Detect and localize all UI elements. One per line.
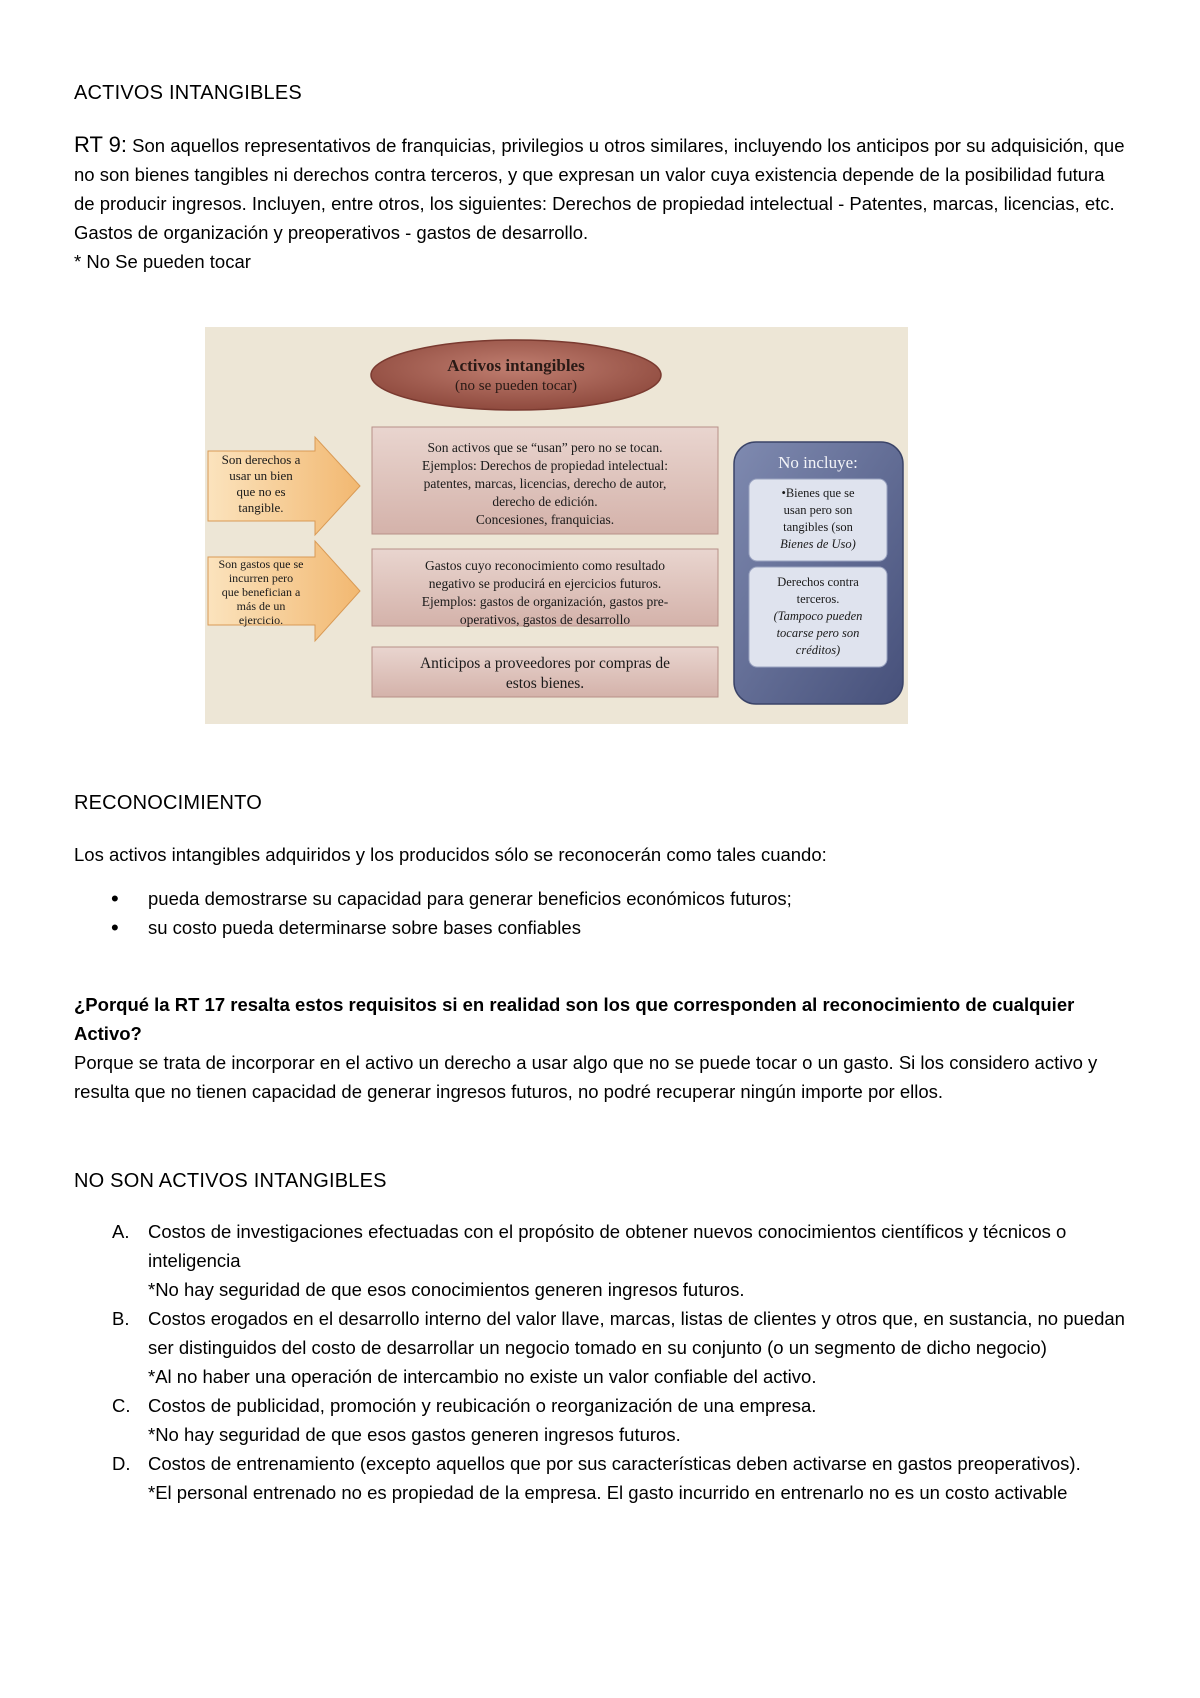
list-item-note: *No hay seguridad de que esos gastos generen ingresos futuros. [148,1424,681,1445]
section-title-reconocimiento: RECONOCIMIENTO [74,792,262,814]
no-incluye-derechos-line-5: créditos) [795,643,841,657]
list-item-text: Costos de entrenamiento (excepto aquellos que por sus características deben activarse en gastos preoperativos). [148,1453,1081,1474]
list-item-text: Costos de investigaciones efectuadas con el propósito de obtener nuevos conocimientos científicos y técnicos o inteligencia [148,1221,1067,1271]
rt9-definition [74,130,1130,276]
list-item-note: *Al no haber una operación de intercambio no existe un valor confiable del activo. [148,1366,817,1387]
list-item [74,1391,1134,1449]
list-item-letter: C. [112,1395,131,1416]
no-incluye-derechos-line-1: Derechos contra [777,575,859,589]
no-incluye-derechos-line-3: (Tampoco pueden [773,609,863,623]
section-title-activos-intangibles: ACTIVOS INTANGIBLES [74,82,302,104]
list-item-letter: A. [112,1221,130,1242]
no-incluye-title: No incluye: [778,453,858,472]
arrow-gastos-line-3: que benefician a [221,585,301,599]
arrow-derechos-line-1: Son derechos a [221,452,301,467]
no-incluye-bienes-line-3: tangibles (son [783,520,853,534]
box-gastos-line-2: negativo se producirá en ejercicios futuros. [428,576,662,591]
rt9-label: RT 9: [74,132,127,157]
rt17-answer: Porque se trata de incorporar en el activo un derecho a usar algo que no se puede tocar o un gasto. Si los considero activo y resulta que no tienen capacidad de generar ingresos futuros, no podré recuperar ningún importe por ellos. [74,1052,1098,1102]
box-activos-usados-line-1: Son activos que se “usan” pero no se tocan. [427,440,663,455]
oval-title: Activos intangibles [447,356,585,375]
rt17-question: ¿Porqué la RT 17 resalta estos requisitos si en realidad son los que corresponden al reconocimiento de cualquier Activo? [74,994,1075,1044]
no-incluye-bienes-line-1: •Bienes que se [781,486,855,500]
list-item [74,1217,1134,1304]
list-item [74,1449,1134,1507]
bullet-item: • pueda demostrarse su capacidad para generar beneficios económicos futuros; [74,884,1130,913]
oval-header [371,340,661,410]
box-activos-usados-line-4: derecho de edición. [492,494,598,509]
no-incluye-bienes-line-4: Bienes de Uso) [780,537,856,551]
arrow-gastos-line-1: Son gastos que se [218,557,304,571]
intangibles-diagram [205,327,908,724]
list-item-text: Costos erogados en el desarrollo interno del valor llave, marcas, listas de clientes y otros que, en sustancia, no puedan ser distinguidos del costo de desarrollar un negocio tomado en su conjunto (o un segmento de dicho negocio) [148,1308,1125,1358]
intangible-note: * No Se pueden tocar [74,251,251,272]
list-item-letter: D. [112,1453,131,1474]
box-activos-usados-line-5: Concesiones, franquicias. [475,512,615,527]
arrow-gastos-line-5: ejercicio. [238,613,284,627]
box-activos-usados-line-3: patentes, marcas, licencias, derecho de autor, [423,476,667,491]
arrow-derechos-line-3: que no es [236,484,286,499]
no-son-activos-list [74,1217,1134,1507]
box-gastos-line-1: Gastos cuyo reconocimiento como resultado [425,558,665,573]
reconocimiento-bullet-list [74,884,1130,942]
no-incluye-bienes-line-2: usan pero son [783,503,853,517]
arrow-derechos-line-2: usar un bien [229,468,293,483]
section-title-no-son-activos: NO SON ACTIVOS INTANGIBLES [74,1170,387,1192]
list-item [74,1304,1134,1391]
list-item-letter: B. [112,1308,130,1329]
list-item-text: Costos de publicidad, promoción y reubicación o reorganización de una empresa. [148,1395,817,1416]
no-incluye-derechos-line-4: tocarse pero son [776,626,860,640]
arrow-gastos-line-2: incurren pero [228,571,294,585]
box-gastos-line-3: Ejemplos: gastos de organización, gastos pre- [421,594,669,609]
list-item-note: *No hay seguridad de que esos conocimientos generen ingresos futuros. [148,1279,745,1300]
bullet-item: • su costo pueda determinarse sobre bases confiables [74,913,1130,942]
box-anticipos-line-1: Anticipos a proveedores por compras de [419,655,671,672]
box-gastos-line-4: operativos, gastos de desarrollo [459,612,631,627]
arrow-derechos-line-4: tangible. [238,500,284,515]
oval-subtitle: (no se pueden tocar) [454,378,578,394]
no-incluye-derechos-line-2: terceros. [796,592,840,606]
box-anticipos-line-2: estos bienes. [505,675,585,692]
arrow-gastos-line-4: más de un [236,599,286,613]
box-activos-usados-line-2: Ejemplos: Derechos de propiedad intelectual: [422,458,668,473]
list-item-note: *El personal entrenado no es propiedad de la empresa. El gasto incurrido en entrenarlo no es un costo activable [148,1482,1068,1503]
rt9-paragraph: Son aquellos representativos de franquicias, privilegios u otros similares, incluyendo los anticipos por su adquisición, que no son bienes tangibles ni derechos contra terceros, y que expresan un valor cuya existencia depende de la posibilidad futura de producir ingresos. Incluyen, entre otros, los siguientes: Derechos de propiedad intelectual - Patentes, marcas, licencias, etc. Gastos de organización y preoperativos - gastos de desarrollo. [74,135,1125,243]
reconocimiento-intro: Los activos intangibles adquiridos y los producidos sólo se reconocerán como tales cuando: [74,844,827,865]
